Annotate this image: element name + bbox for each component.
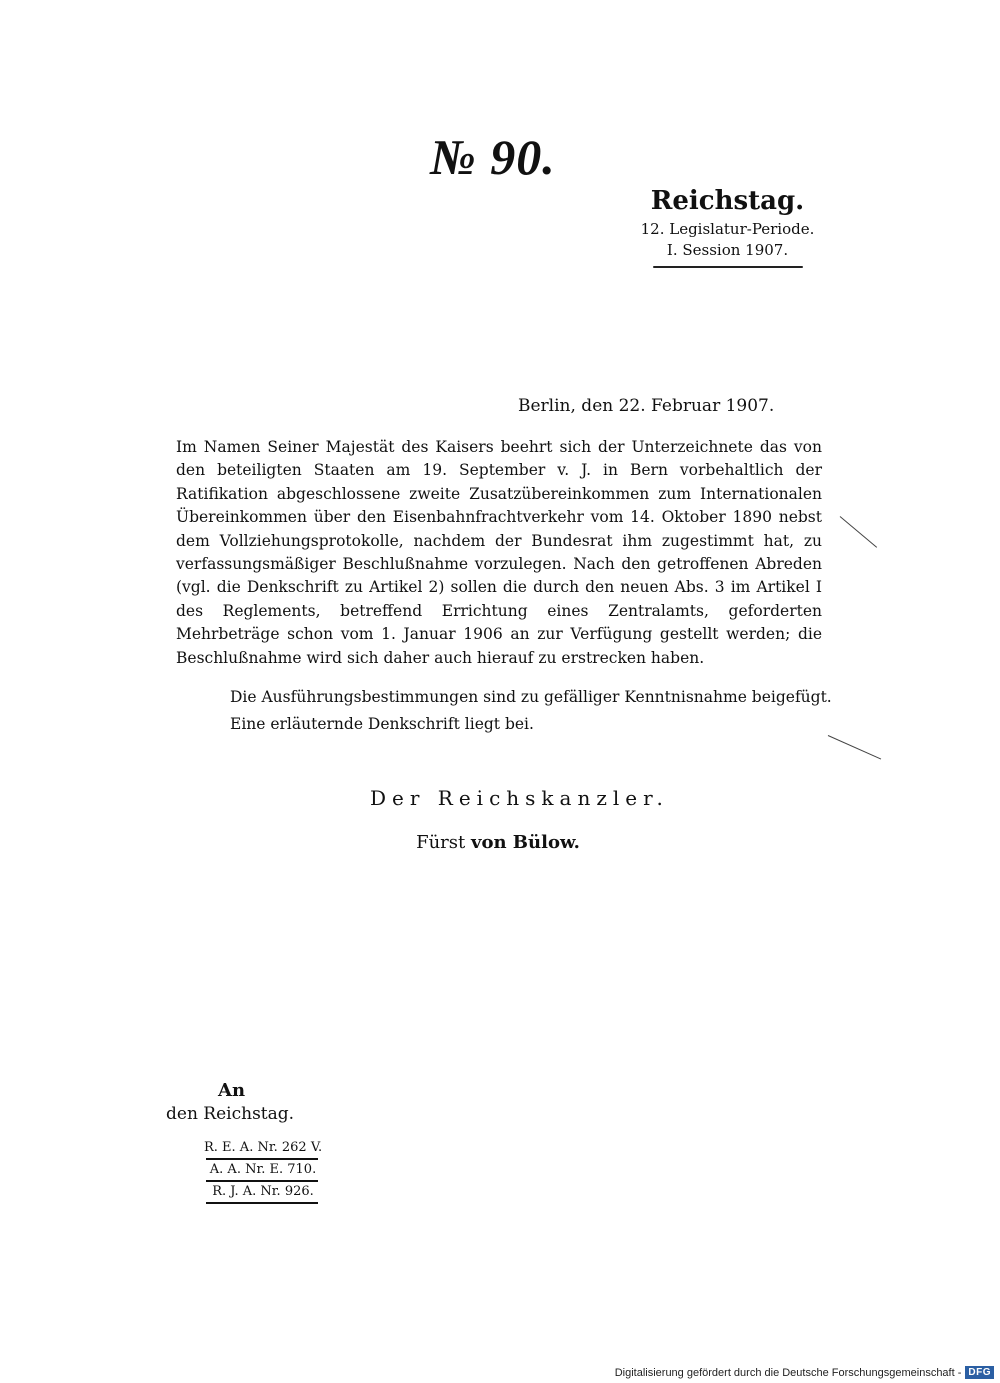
address-line-2: den Reichstag. <box>166 1104 295 1124</box>
signature-name-line <box>388 832 608 853</box>
header-block <box>640 186 815 268</box>
reference-divider <box>206 1158 318 1160</box>
date-line: Berlin, den 22. Februar 1907. <box>518 396 775 416</box>
scan-mark <box>840 516 877 548</box>
address-line-1: An <box>218 1080 246 1101</box>
reference-divider <box>206 1202 318 1204</box>
reference-2: A. A. Nr. E. 710. <box>209 1162 317 1177</box>
signature-name: von Bülow. <box>470 832 580 853</box>
legislative-period: 12. Legislatur-Periode. <box>640 220 815 238</box>
scan-mark <box>828 735 881 760</box>
document-number: № 90. <box>430 129 556 185</box>
footer <box>615 1366 994 1379</box>
signature-title: Der Reichskanzler. <box>370 786 669 810</box>
body-paragraph-1: Im Namen Seiner Majestät des Kaisers beehrt sich der Unterzeichnete das von den beteiligten Staaten am 19. September v. J. in Bern vorbehaltlich der Ratifikation abgeschlossene zweite Zusatzübereinkommen zum Internationalen Übereinkommen über den Eisenbahnfrachtverkehr vom 14. Oktober 1890 nebst dem Vollziehungsprotokolle, nachdem der Bundesrat ihm zugestimmt hat, zu verfassungsmäßiger Beschlußnahme vorzulegen. Nach den getroffenen Abreden (vgl. die Denkschrift zu Artikel 2) sollen die durch den neuen Abs. 3 im Artikel I des Reglements, betreffend Errichtung eines Zentralamts, geforderten Mehrbeträge schon vom 1. Januar 1906 an zur Verfügung gestellt werden; die Beschlußnahme wird sich daher auch hierauf zu erstrecken haben. <box>176 438 822 667</box>
reference-3: R. J. A. Nr. 926. <box>212 1184 314 1199</box>
body-paragraph-3: Eine erläuternde Denkschrift liegt bei. <box>230 715 534 733</box>
reference-1: R. E. A. Nr. 262 V. <box>204 1140 323 1155</box>
signature-name-prefix: Fürst <box>416 832 466 853</box>
session-line: I. Session 1907. <box>666 241 789 259</box>
dfg-logo: DFG <box>965 1366 994 1379</box>
header-divider <box>653 266 803 268</box>
body-paragraph-2: Die Ausführungsbestimmungen sind zu gefälliger Kenntnisnahme beigefügt. <box>230 688 832 706</box>
reference-divider <box>206 1180 318 1182</box>
footer-text: Digitalisierung gefördert durch die Deutsche Forschungsgemeinschaft - <box>614 1366 962 1379</box>
institution-heading: Reichstag. <box>650 186 805 216</box>
